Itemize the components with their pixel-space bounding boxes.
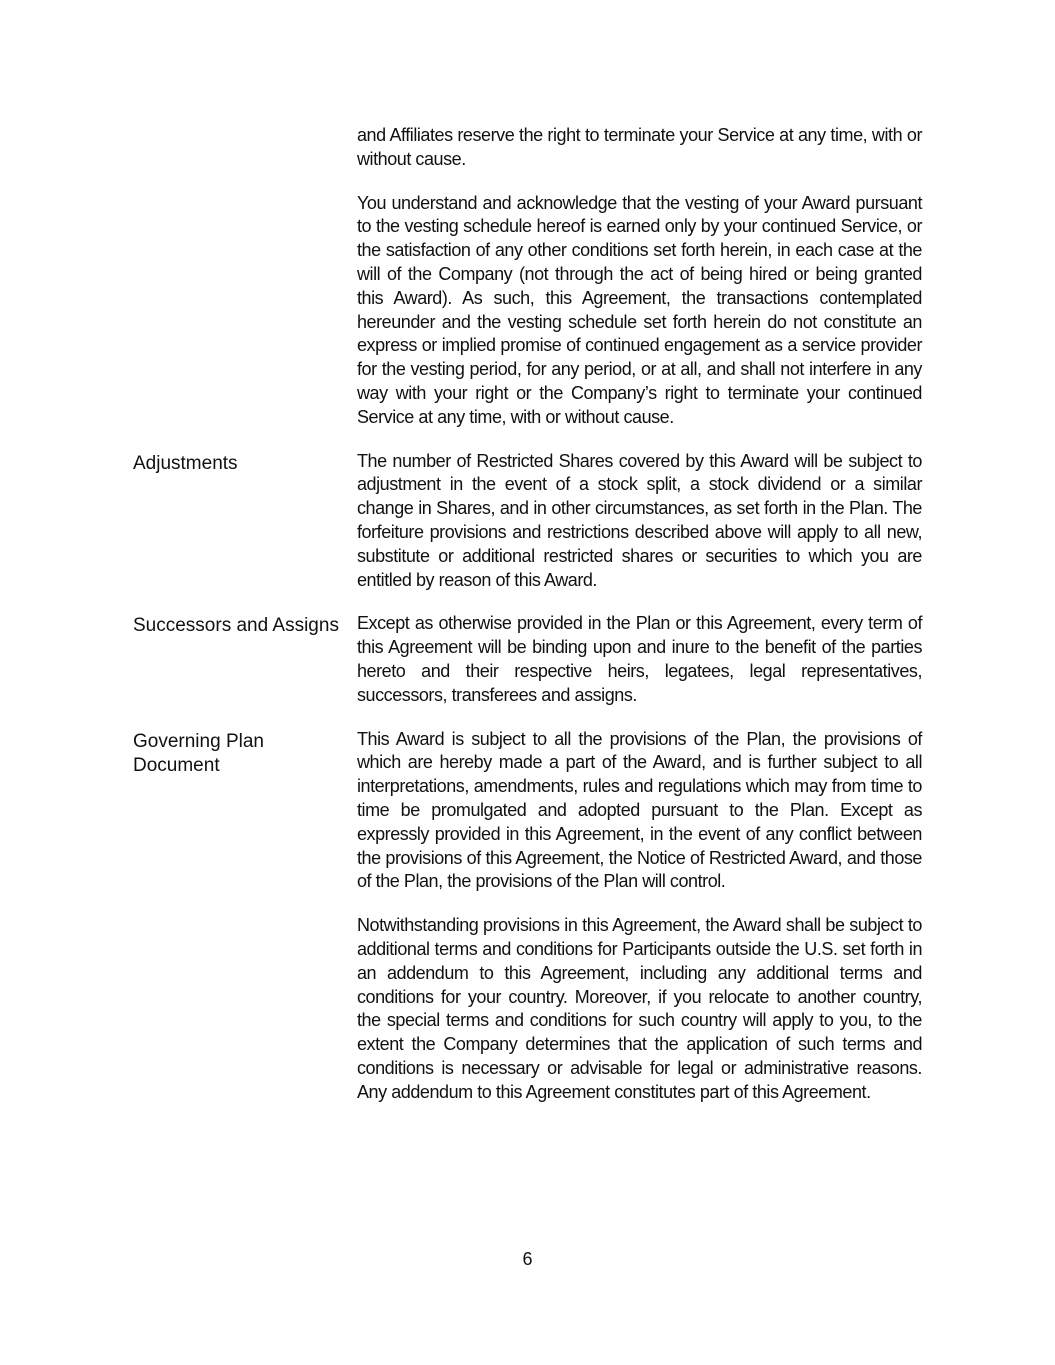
continuation-paragraph-2: You understand and acknowledge that the vesting of your Award pursuant to the vesting schedule hereof is earned only by your continued Service, or the satisfaction of any other conditions set forth herein, in each case at the will of the Company (not through the act of being hired or being granted this Award). As such, this Agreement, the transactions contemplated hereunder and the vesting schedule set forth herein do not constitute an express or implied promise of continued engagement as a service provider for the vesting period, for any period, or at all, and shall not interfere in any way with your right or the Company’s right to terminate your continued Service at any time, with or without cause. [357,192,922,427]
governing-plan-heading-line-1: Governing Plan [133,730,264,752]
successors-section [133,612,923,707]
governing-plan-heading-line-2: Document [133,754,220,776]
adjustments-text [357,450,922,593]
successors-heading-text: Successors and Assigns [133,615,339,637]
adjustments-section [133,450,923,593]
successors-paragraph: Except as otherwise provided in the Plan or this Agreement, every term of this Agreement will be binding upon and inure to the benefit of the parties hereto and their respective heirs, legatees, legal representatives, successors, transferees and assigns. [357,613,922,705]
adjustments-heading-text: Adjustments [133,452,238,474]
adjustments-paragraph: The number of Restricted Shares covered by this Award will be subject to adjustment in the event of a stock split, a stock dividend or a similar change in Shares, and in other circumstances, as set forth in the Plan. The forfeiture provisions and restrictions described above will apply to all new, substitute or additional restricted shares or securities to which you are entitled by reason of this Award. [357,450,922,590]
continuation-text [357,124,922,430]
governing-plan-section [133,728,923,1105]
successors-heading [133,612,357,638]
section-gap [133,430,923,450]
governing-plan-heading [133,728,357,778]
section-gap [133,592,923,612]
page-number: 6 [522,1249,533,1269]
continuation-section [133,124,923,430]
governing-plan-text [357,728,922,1105]
paragraph-gap [357,894,922,914]
adjustments-heading [133,450,357,476]
governing-plan-paragraph-1: This Award is subject to all the provisions of the Plan, the provisions of which are hereby made a part of the Award, and is further subject to all interpretations, amendments, rules and regulations which may from time to time be promulgated and adopted pursuant to the Plan. Except as expressly provided in this Agreement, in the event of any conflict between the provisions of this Agreement, the Notice of Restricted Award, and those of the Plan, the provisions of the Plan will control. [357,728,922,892]
continuation-label [133,124,357,126]
paragraph-gap [357,172,922,192]
section-gap [133,708,923,728]
governing-plan-paragraph-2: Notwithstanding provisions in this Agreement, the Award shall be subject to additional terms and conditions for Participants outside the U.S. set forth in an addendum to this Agreement, including any additional terms and conditions for your country. Moreover, if you relocate to another country, the special terms and conditions for such country will apply to you, to the extent the Company determines that the application of such terms and conditions is necessary or advisable for legal or administrative reasons. Any addendum to this Agreement constitutes part of this Agreement. [357,915,922,1102]
successors-text [357,612,922,707]
continuation-paragraph-1: and Affiliates reserve the right to terminate your Service at any time, with or without cause. [357,125,922,169]
document-body [133,124,923,1104]
